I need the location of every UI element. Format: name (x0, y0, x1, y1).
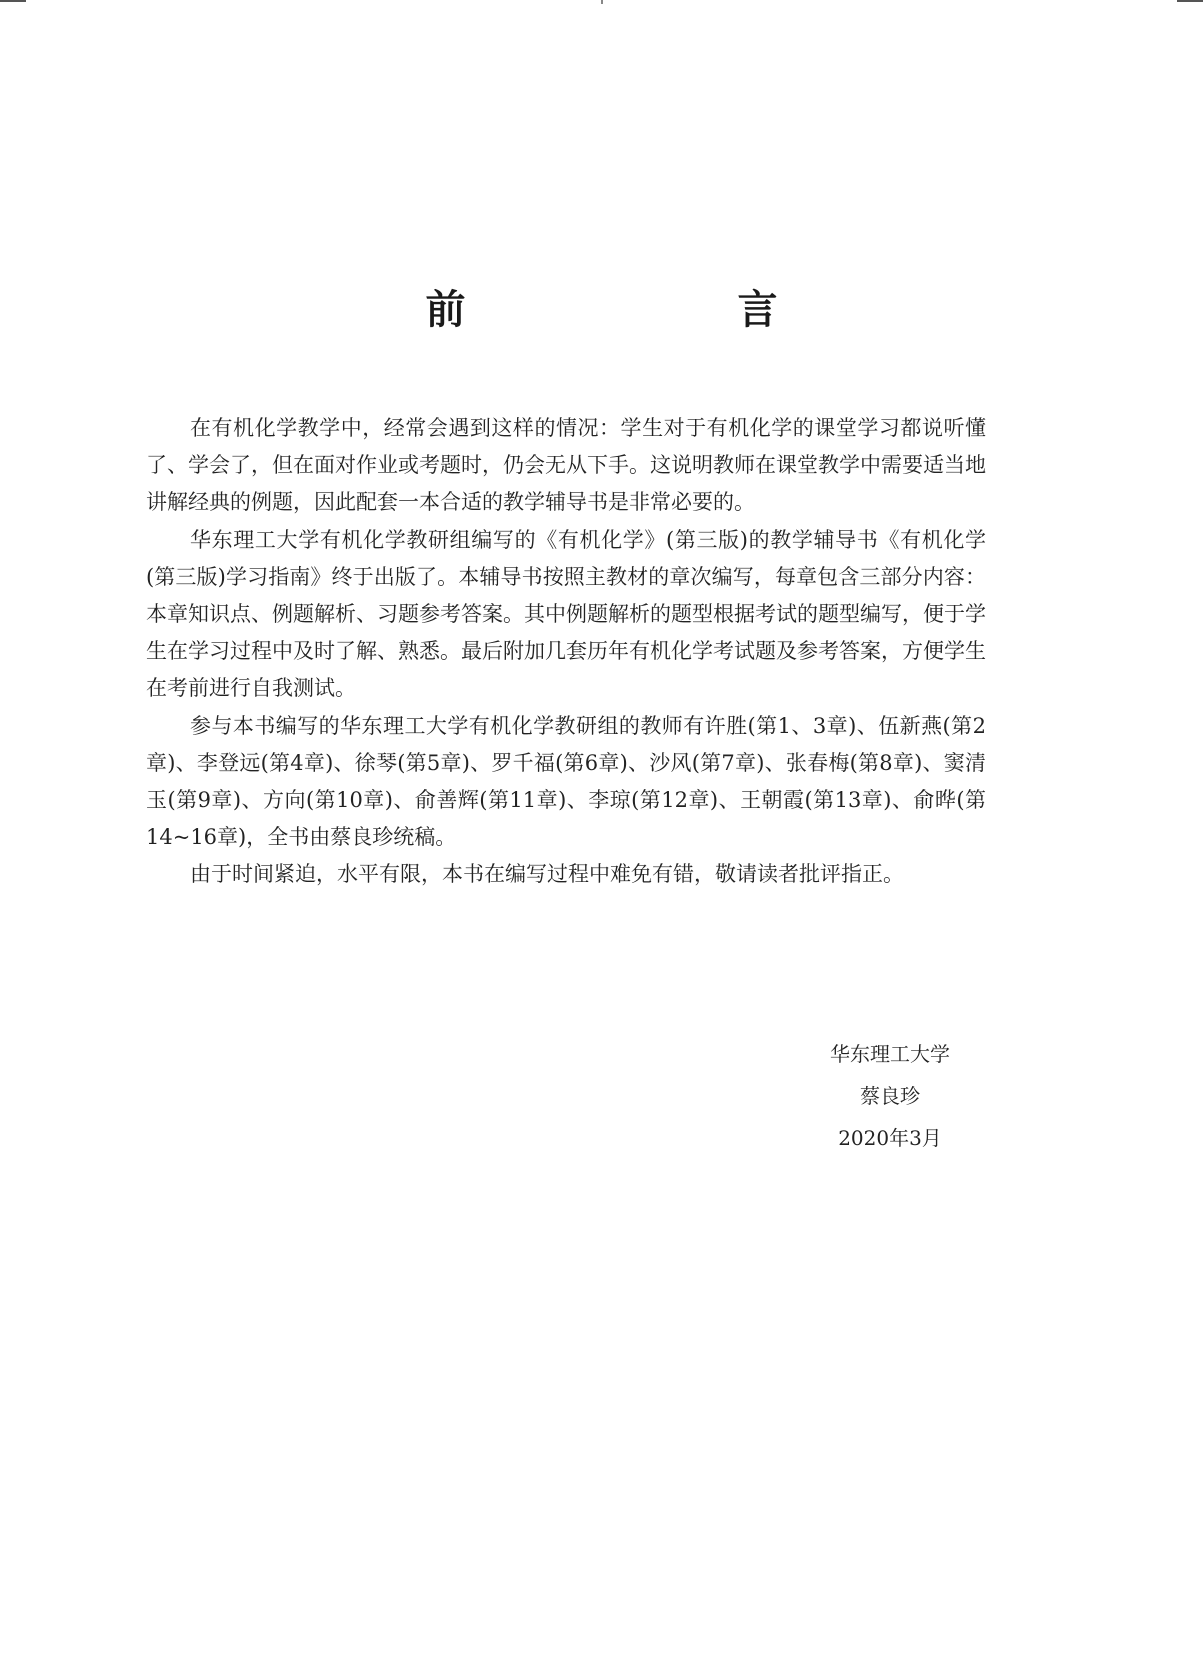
paragraph-3: 参与本书编写的华东理工大学有机化学教研组的教师有许胜(第1、3章)、伍新燕(第2章)、李登远(第4章)、徐琴(第5章)、罗千福(第6章)、沙风(第7章)、张春梅(第8章)、窦清玉(第9章)、方向(第10章)、俞善辉(第11章)、李琼(第12章)、王朝霞(第13章)、俞晔(第14~16章)，全书由蔡良珍统稿。 (146, 713, 986, 850)
signature-block (740, 1033, 1040, 1159)
signature-institution: 华东理工大学 (830, 1042, 950, 1066)
crop-mark-left (0, 0, 26, 2)
signature-author: 蔡良珍 (860, 1084, 920, 1108)
crop-mark-right (1177, 0, 1203, 2)
paragraph-2: 华东理工大学有机化学教研组编写的《有机化学》(第三版)的教学辅导书《有机化学(第三版)学习指南》终于出版了。本辅导书按照主教材的章次编写，每章包含三部分内容：本章知识点、例题解析、习题参考答案。其中例题解析的题型根据考试的题型编写，便于学生在学习过程中及时了解、熟悉。最后附加几套历年有机化学考试题及参考答案，方便学生在考前进行自我测试。 (146, 527, 986, 701)
paragraph-4: 由于时间紧迫，水平有限，本书在编写过程中难免有错，敬请读者批评指正。 (190, 862, 904, 887)
signature-date: 2020年3月 (838, 1126, 942, 1150)
page-title: 前 言 (425, 286, 842, 333)
paragraph-1: 在有机化学教学中，经常会遇到这样的情况：学生对于有机化学的课堂学习都说听懂了、学会了，但在面对作业或考题时，仍会无从下手。这说明教师在课堂教学中需要适当地讲解经典的例题，因此配套一本合适的教学辅导书是非常必要的。 (146, 416, 986, 515)
crop-mark-center (601, 0, 603, 4)
preface-body (146, 410, 986, 894)
